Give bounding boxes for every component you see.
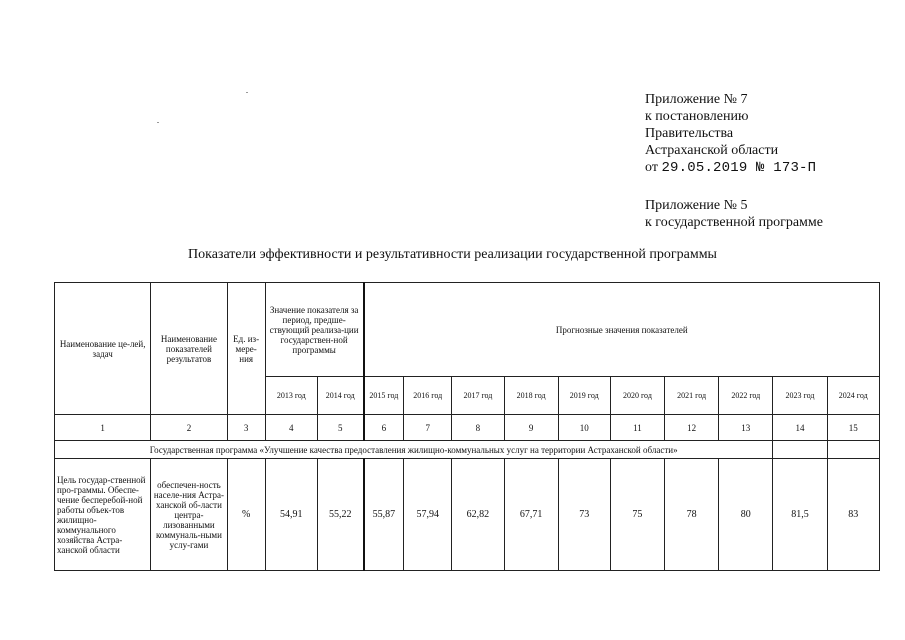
unit-cell: % — [227, 459, 265, 571]
year-cell: 2017 год — [452, 377, 504, 415]
table-row — [55, 459, 880, 571]
header-previous: Значение показателя за период, предше-ствующий реализа-ции государствен-ной программы — [265, 283, 363, 377]
column-number: 11 — [610, 415, 664, 441]
year-cell: 2018 год — [504, 377, 558, 415]
column-numbers-row — [55, 415, 880, 441]
appendix-block-2 — [645, 197, 823, 231]
appendix-block-1 — [645, 91, 816, 177]
year-cell: 2013 год — [265, 377, 317, 415]
appendix2-number: Приложение № 5 — [645, 198, 748, 213]
column-number: 12 — [665, 415, 719, 441]
year-cell: 2021 год — [665, 377, 719, 415]
column-number: 7 — [404, 415, 452, 441]
header-unit: Ед. из-мере-ния — [227, 283, 265, 415]
value-cell: 55,22 — [317, 459, 363, 571]
year-cell: 2016 год — [404, 377, 452, 415]
appendix-number: Приложение № 7 — [645, 92, 748, 107]
appendix-date-prefix: от — [645, 160, 658, 175]
appendix-government: Правительства — [645, 126, 734, 141]
column-number: 8 — [452, 415, 504, 441]
appendix-date: 29.05.2019 № 173-П — [661, 160, 817, 176]
column-number: 15 — [827, 415, 879, 441]
column-number: 3 — [227, 415, 265, 441]
value-cell: 78 — [665, 459, 719, 571]
appendix-resolution: к постановлению — [645, 109, 749, 124]
value-cell: 81,5 — [773, 459, 827, 571]
scan-speck — [246, 92, 248, 93]
value-cell: 83 — [827, 459, 879, 571]
column-number: 13 — [719, 415, 773, 441]
header-goals: Наименование це-лей, задач — [55, 283, 151, 415]
column-number: 4 — [265, 415, 317, 441]
column-number: 9 — [504, 415, 558, 441]
year-cell: 2014 год — [317, 377, 363, 415]
year-cell: 2024 год — [827, 377, 879, 415]
value-cell: 57,94 — [404, 459, 452, 571]
value-cell: 80 — [719, 459, 773, 571]
indicator-cell: обеспечен-ность населе-ния Астра-ханской об-ласти центра-лизованными коммуналь-ными услу-гами — [151, 459, 227, 571]
program-row — [55, 441, 880, 459]
program-empty-cell — [773, 441, 827, 459]
header-forecast: Прогнозные значения показателей — [364, 283, 880, 377]
program-empty-cell — [827, 441, 879, 459]
year-cell: 2022 год — [719, 377, 773, 415]
value-cell: 75 — [610, 459, 664, 571]
program-title: Государственная программа «Улучшение качества предоставления жилищно-коммунальных услуг на территории Астраханской области» — [55, 441, 773, 459]
year-cell: 2015 год — [364, 377, 404, 415]
year-cell: 2020 год — [610, 377, 664, 415]
goal-cell: Цель государ-ственной про-граммы. Обеспе-чение бесперебой-ной работы объек-тов жилищно-коммунального хозяйства Астра-ханской области — [55, 459, 151, 571]
column-number: 14 — [773, 415, 827, 441]
column-number: 1 — [55, 415, 151, 441]
value-cell: 73 — [558, 459, 610, 571]
appendix2-program: к государственной программе — [645, 215, 823, 230]
document-title: Показатели эффективности и результативности реализации государственной программы — [188, 247, 717, 262]
appendix-date-line — [645, 159, 816, 177]
year-cell: 2019 год — [558, 377, 610, 415]
column-number: 5 — [317, 415, 363, 441]
value-cell: 55,87 — [364, 459, 404, 571]
column-number: 10 — [558, 415, 610, 441]
header-row — [55, 283, 880, 377]
value-cell: 67,71 — [504, 459, 558, 571]
year-cell: 2023 год — [773, 377, 827, 415]
header-results: Наименование показателей результатов — [151, 283, 227, 415]
column-number: 6 — [364, 415, 404, 441]
indicators-table — [54, 282, 880, 571]
value-cell: 62,82 — [452, 459, 504, 571]
column-number: 2 — [151, 415, 227, 441]
scan-speck — [157, 122, 159, 123]
value-cell: 54,91 — [265, 459, 317, 571]
appendix-region: Астраханской области — [645, 143, 779, 158]
